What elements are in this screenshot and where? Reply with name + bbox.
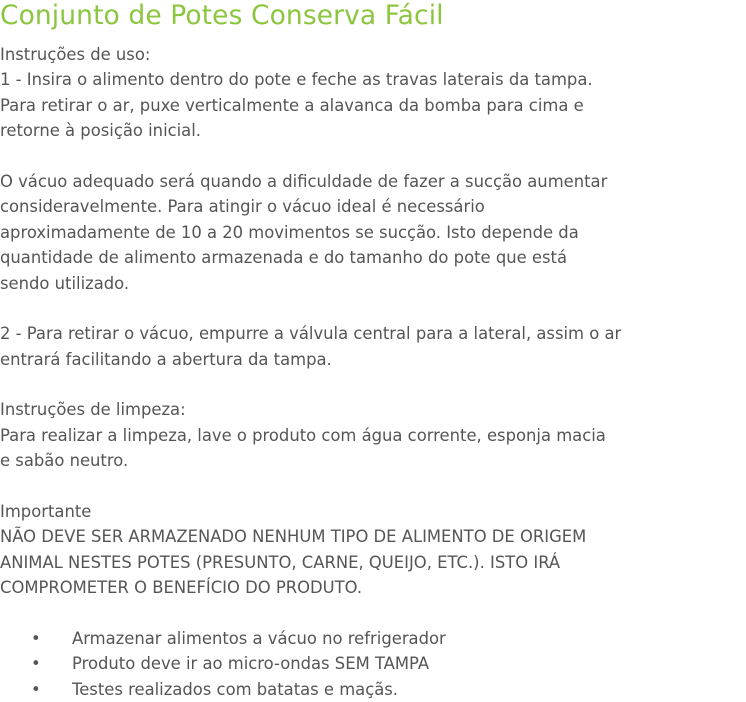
usage-vacuum-line: quantidade de alimento armazenada e do tamanho do pote que está bbox=[0, 248, 567, 268]
important-warning-line: COMPROMETER O BENEFÍCIO DO PRODUTO. bbox=[0, 578, 363, 598]
important-heading: Importante bbox=[0, 502, 92, 522]
cleaning-heading: Instruções de limpeza: bbox=[0, 400, 186, 420]
bullet-icon: • bbox=[31, 628, 41, 648]
important-warning-line: ANIMAL NESTES POTES (PRESUNTO, CARNE, QUEIJO, ETC.). ISTO IRÁ bbox=[0, 552, 561, 572]
bullet-list bbox=[0, 626, 746, 702]
usage-vacuum-line: sendo utilizado. bbox=[0, 273, 130, 293]
usage-step1-line: 1 - Insira o alimento dentro do pote e feche as travas laterais da tampa. bbox=[0, 70, 593, 90]
list-item-text: Armazenar alimentos a vácuo no refrigerador bbox=[72, 628, 446, 648]
cleaning-section bbox=[0, 397, 746, 473]
usage-step2-line: 2 - Para retirar o vácuo, empurre a válvula central para a lateral, assim o ar bbox=[0, 324, 622, 344]
important-warning-line: NÃO DEVE SER ARMAZENADO NENHUM TIPO DE ALIMENTO DE ORIGEM bbox=[0, 527, 587, 547]
usage-vacuum-line: O vácuo adequado será quando a dificuldade de fazer a sucção aumentar bbox=[0, 171, 608, 191]
usage-step1-line: retorne à posição inicial. bbox=[0, 121, 201, 141]
usage-section bbox=[0, 42, 746, 372]
usage-step1-line: Para retirar o ar, puxe verticalmente a alavanca da bomba para cima e bbox=[0, 95, 584, 115]
paragraph-gap bbox=[0, 372, 746, 397]
paragraph-gap bbox=[0, 144, 746, 169]
usage-heading: Instruções de uso: bbox=[0, 45, 151, 64]
important-section bbox=[0, 499, 746, 601]
paragraph-gap bbox=[0, 296, 746, 321]
list-item bbox=[0, 626, 746, 651]
paragraph-gap bbox=[0, 474, 746, 499]
usage-vacuum-line: consideravelmente. Para atingir o vácuo ideal é necessário bbox=[0, 197, 485, 217]
list-item bbox=[0, 677, 746, 702]
usage-vacuum-line: aproximadamente de 10 a 20 movimentos se sucção. Isto depende da bbox=[0, 222, 579, 242]
cleaning-line: Para realizar a limpeza, lave o produto com água corrente, esponja macia bbox=[0, 425, 606, 445]
paragraph-gap bbox=[0, 601, 746, 626]
list-item bbox=[0, 651, 746, 676]
usage-step2-line: entrará facilitando a abertura da tampa. bbox=[0, 349, 332, 369]
cleaning-line: e sabão neutro. bbox=[0, 451, 129, 471]
bullet-icon: • bbox=[31, 654, 41, 674]
list-item-text: Testes realizados com batatas e maçãs. bbox=[72, 679, 399, 699]
bullet-icon: • bbox=[31, 679, 41, 699]
list-item-text: Produto deve ir ao micro-ondas SEM TAMPA bbox=[72, 654, 430, 674]
instructions-body bbox=[0, 42, 746, 702]
page-title: Conjunto de Potes Conserva Fácil bbox=[0, 0, 444, 31]
